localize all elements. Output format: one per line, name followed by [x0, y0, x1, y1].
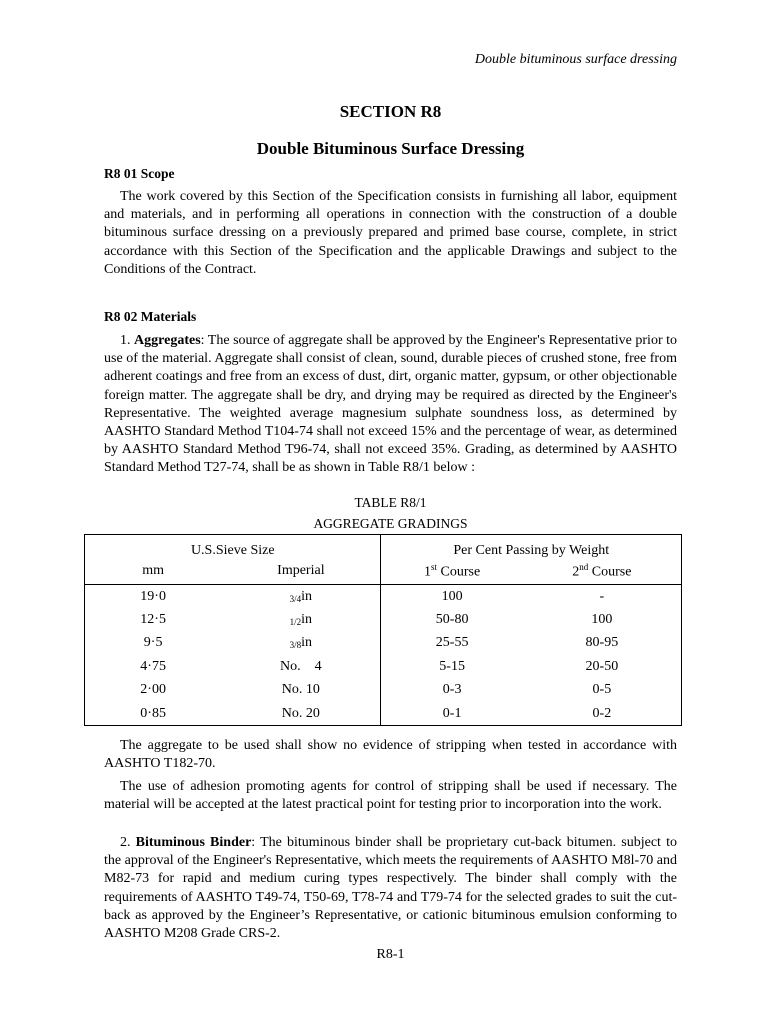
scope-heading: R8 01 Scope — [104, 166, 175, 181]
cell-first-course: 0-3 — [442, 682, 462, 698]
cell-mm: 0·85 — [85, 702, 222, 726]
cell-first-course: 100 — [441, 588, 463, 604]
header-percent-passing: Per Cent Passing by Weight — [381, 535, 682, 559]
table-caption-title: AGGREGATE GRADINGS — [313, 516, 468, 531]
unit: No. 4 — [280, 658, 322, 674]
stripping-paragraph — [104, 737, 677, 773]
cell-imperial — [221, 655, 381, 679]
cell-mm: 2·00 — [85, 679, 222, 703]
header-sieve-size: U.S.Sieve Size — [85, 535, 381, 559]
fraction: 1/2 — [289, 616, 302, 627]
unit: No. 10 — [281, 682, 320, 698]
cell-first-course: 5-15 — [439, 658, 465, 674]
table-row — [85, 632, 682, 656]
cell-mm: 9·5 — [85, 632, 222, 656]
fraction: 3/4 — [289, 593, 302, 604]
binder-paragraph — [104, 834, 677, 943]
adhesion-text: The use of adhesion promoting agents for control of stripping shall be used if necessary. The material will be accepted at the latest practical point for testing prior to incorporation into the work. — [104, 779, 677, 813]
unit: in — [301, 611, 313, 627]
table-header-row-1 — [85, 535, 682, 559]
cell-second-course: 80-95 — [523, 632, 682, 656]
adhesion-paragraph — [104, 778, 677, 814]
table-header-row-2 — [85, 559, 682, 585]
table-row — [85, 608, 682, 632]
aggregates-label: Aggregates — [134, 333, 201, 348]
cell-first-course: 50-80 — [435, 611, 469, 627]
table-row — [85, 585, 682, 609]
unit: in — [301, 588, 313, 604]
unit: No. 20 — [281, 705, 320, 721]
binder-number: 2. — [120, 835, 131, 850]
scope-paragraph — [104, 188, 677, 279]
table-caption-number: TABLE R8/1 — [354, 495, 427, 510]
document-title: Double Bituminous Surface Dressing — [256, 139, 525, 158]
header-imperial: Imperial — [221, 559, 381, 585]
cell-mm: 12·5 — [85, 608, 222, 632]
fraction: 3/8 — [289, 640, 302, 651]
aggregates-number: 1. — [120, 333, 131, 348]
cell-second-course: 100 — [523, 608, 682, 632]
binder-text: : The bituminous binder shall be proprietary cut-back bitumen. subject to the approval of the Engineer's Representative, which meets the requirements of AASHTO M8l-70 and M82-73 for rapid and medium curing types respectively. The binder shall comply with the requirements of AASHTO T49-74, T50-69, T78-74 and T79-74 for the selected grades to suit the cut-back as approved by the Engineer’s Representative, or cationic bituminous emulsion conforming to AASHTO M208 Grade CRS-2. — [104, 835, 677, 942]
cell-imperial — [221, 702, 381, 726]
cell-second-course: 20-50 — [523, 655, 682, 679]
cell-imperial — [221, 679, 381, 703]
cell-second-course: 0-2 — [523, 702, 682, 726]
scope-text: The work covered by this Section of the Specification consists in furnishing all labor, equipment and materials, and in performing all operations in connection with the construction of a double bituminous surface dressing on a previously prepared and primed base course, complete, in strict accordance with this Section of the Specification and the applicable Drawings and subject to the Conditions of the Contract. — [104, 189, 677, 277]
running-header: Double bituminous surface dressing — [474, 52, 677, 67]
table-row — [85, 655, 682, 679]
aggregates-text: : The source of aggregate shall be approved by the Engineer's Representative prior to use of the material. Aggregate shall consist of clean, sound, durable pieces of crushed stone, free from adherent coatings and free from an excess of dust, dirt, organic matter, gypsum, or other objectionable foreign matter. The aggregate shall be dry, and drying may be required as directed by the Engineer's Representative. The weighted average magnesium sulphate soundness loss, as determined by AASHTO Standard Method T104-74 shall not exceed 15% and the percentage of wear, as determined by AASHTO Standard Method T96-74, shall not exceed 35%. Grading, as determined by AASHTO Standard Method T27-74, shall be as shown in Table R8/1 below : — [104, 333, 678, 476]
aggregates-paragraph — [104, 332, 677, 478]
binder-label: Bituminous Binder — [135, 835, 252, 850]
header-second-course: 2nd Course — [523, 559, 682, 585]
stripping-text: The aggregate to be used shall show no evidence of stripping when tested in accordance with AASHTO T182-70. — [104, 738, 677, 772]
aggregate-gradings-table — [84, 534, 682, 726]
cell-imperial — [221, 608, 381, 632]
cell-mm: 4·75 — [85, 655, 222, 679]
section-title: SECTION R8 — [339, 102, 442, 121]
cell-second-course: - — [523, 585, 682, 609]
header-first-course: 1st Course — [381, 559, 523, 585]
cell-imperial — [221, 632, 381, 656]
header-mm: mm — [85, 559, 222, 585]
cell-imperial — [221, 585, 381, 609]
table-row — [85, 679, 682, 703]
cell-mm: 19·0 — [85, 585, 222, 609]
cell-first-course: 0-1 — [381, 702, 523, 726]
materials-heading: R8 02 Materials — [104, 309, 197, 324]
cell-first-course: 25-55 — [435, 635, 469, 651]
unit: in — [301, 635, 313, 651]
page-number: R8-1 — [376, 947, 405, 962]
table-row — [85, 702, 682, 726]
cell-second-course: 0-5 — [523, 679, 682, 703]
